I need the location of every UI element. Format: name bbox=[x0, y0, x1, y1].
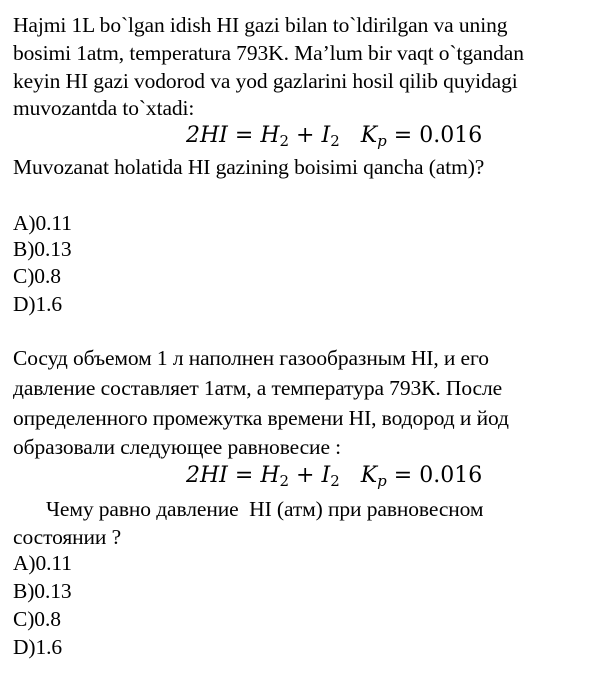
eq-kp-value: 0.016 bbox=[419, 123, 483, 148]
eq-equals: = bbox=[234, 463, 254, 488]
answer-option-b: B)0.13 bbox=[13, 579, 72, 603]
eq-k-sub: p bbox=[377, 472, 387, 490]
eq-k: K bbox=[360, 463, 378, 488]
problem-text-line: keyin HI gazi vodorod va yod gazlarini hosil qilib quyidagi bbox=[13, 69, 518, 93]
question-text: Чему равно давление HI (атм) при равновесном bbox=[46, 497, 484, 521]
eq-reactant: 2HI bbox=[186, 123, 228, 148]
problem-text-line: определенного промежутка времени HI, водород и йод bbox=[13, 406, 509, 430]
eq-reactant: 2HI bbox=[186, 463, 228, 488]
answer-option-c: C)0.8 bbox=[13, 264, 61, 288]
eq-h: H bbox=[260, 463, 280, 488]
eq-kp-value: 0.016 bbox=[419, 463, 483, 488]
answer-option-d: D)1.6 bbox=[13, 635, 63, 659]
problem-text-line: bosimi 1atm, temperatura 793K. Ma’lum bir vaqt o`tgandan bbox=[13, 41, 524, 65]
eq-h-sub: 2 bbox=[279, 132, 290, 150]
problem-text-line: muvozantda to`xtadi: bbox=[13, 96, 195, 120]
eq-i-sub: 2 bbox=[330, 132, 340, 150]
eq-k-sub: p bbox=[377, 132, 387, 150]
eq-equals: = bbox=[393, 463, 413, 488]
eq-equals: = bbox=[234, 123, 254, 148]
eq-equals: = bbox=[393, 123, 413, 148]
answer-option-c: C)0.8 bbox=[13, 607, 61, 631]
eq-k: K bbox=[360, 123, 378, 148]
eq-i: I bbox=[321, 463, 331, 488]
problem-text-line: давление составляет 1атм, а температура 793К. После bbox=[13, 376, 503, 400]
eq-i-sub: 2 bbox=[330, 472, 340, 490]
problem-text-line: Hajmi 1L bo`lgan idish HI gazi bilan to`ldirilgan va uning bbox=[13, 13, 508, 37]
problem-text-line: Сосуд объемом 1 л наполнен газообразным HI, и его bbox=[13, 346, 489, 370]
answer-option-b: B)0.13 bbox=[13, 237, 72, 261]
eq-i: I bbox=[321, 123, 331, 148]
answer-option-d: D)1.6 bbox=[13, 292, 63, 316]
equilibrium-equation bbox=[186, 463, 482, 489]
answer-option-a: A)0.11 bbox=[13, 211, 72, 235]
problem-text-line: образовали следующее равновесие : bbox=[13, 435, 342, 459]
equilibrium-equation bbox=[186, 123, 482, 149]
eq-plus: + bbox=[296, 463, 315, 488]
answer-option-a: A)0.11 bbox=[13, 551, 72, 575]
eq-h-sub: 2 bbox=[279, 472, 290, 490]
question-text: Muvozanat holatida HI gazining boisimi qancha (atm)? bbox=[13, 155, 485, 179]
eq-h: H bbox=[260, 123, 280, 148]
eq-plus: + bbox=[296, 123, 315, 148]
question-text: состоянии ? bbox=[13, 525, 122, 549]
